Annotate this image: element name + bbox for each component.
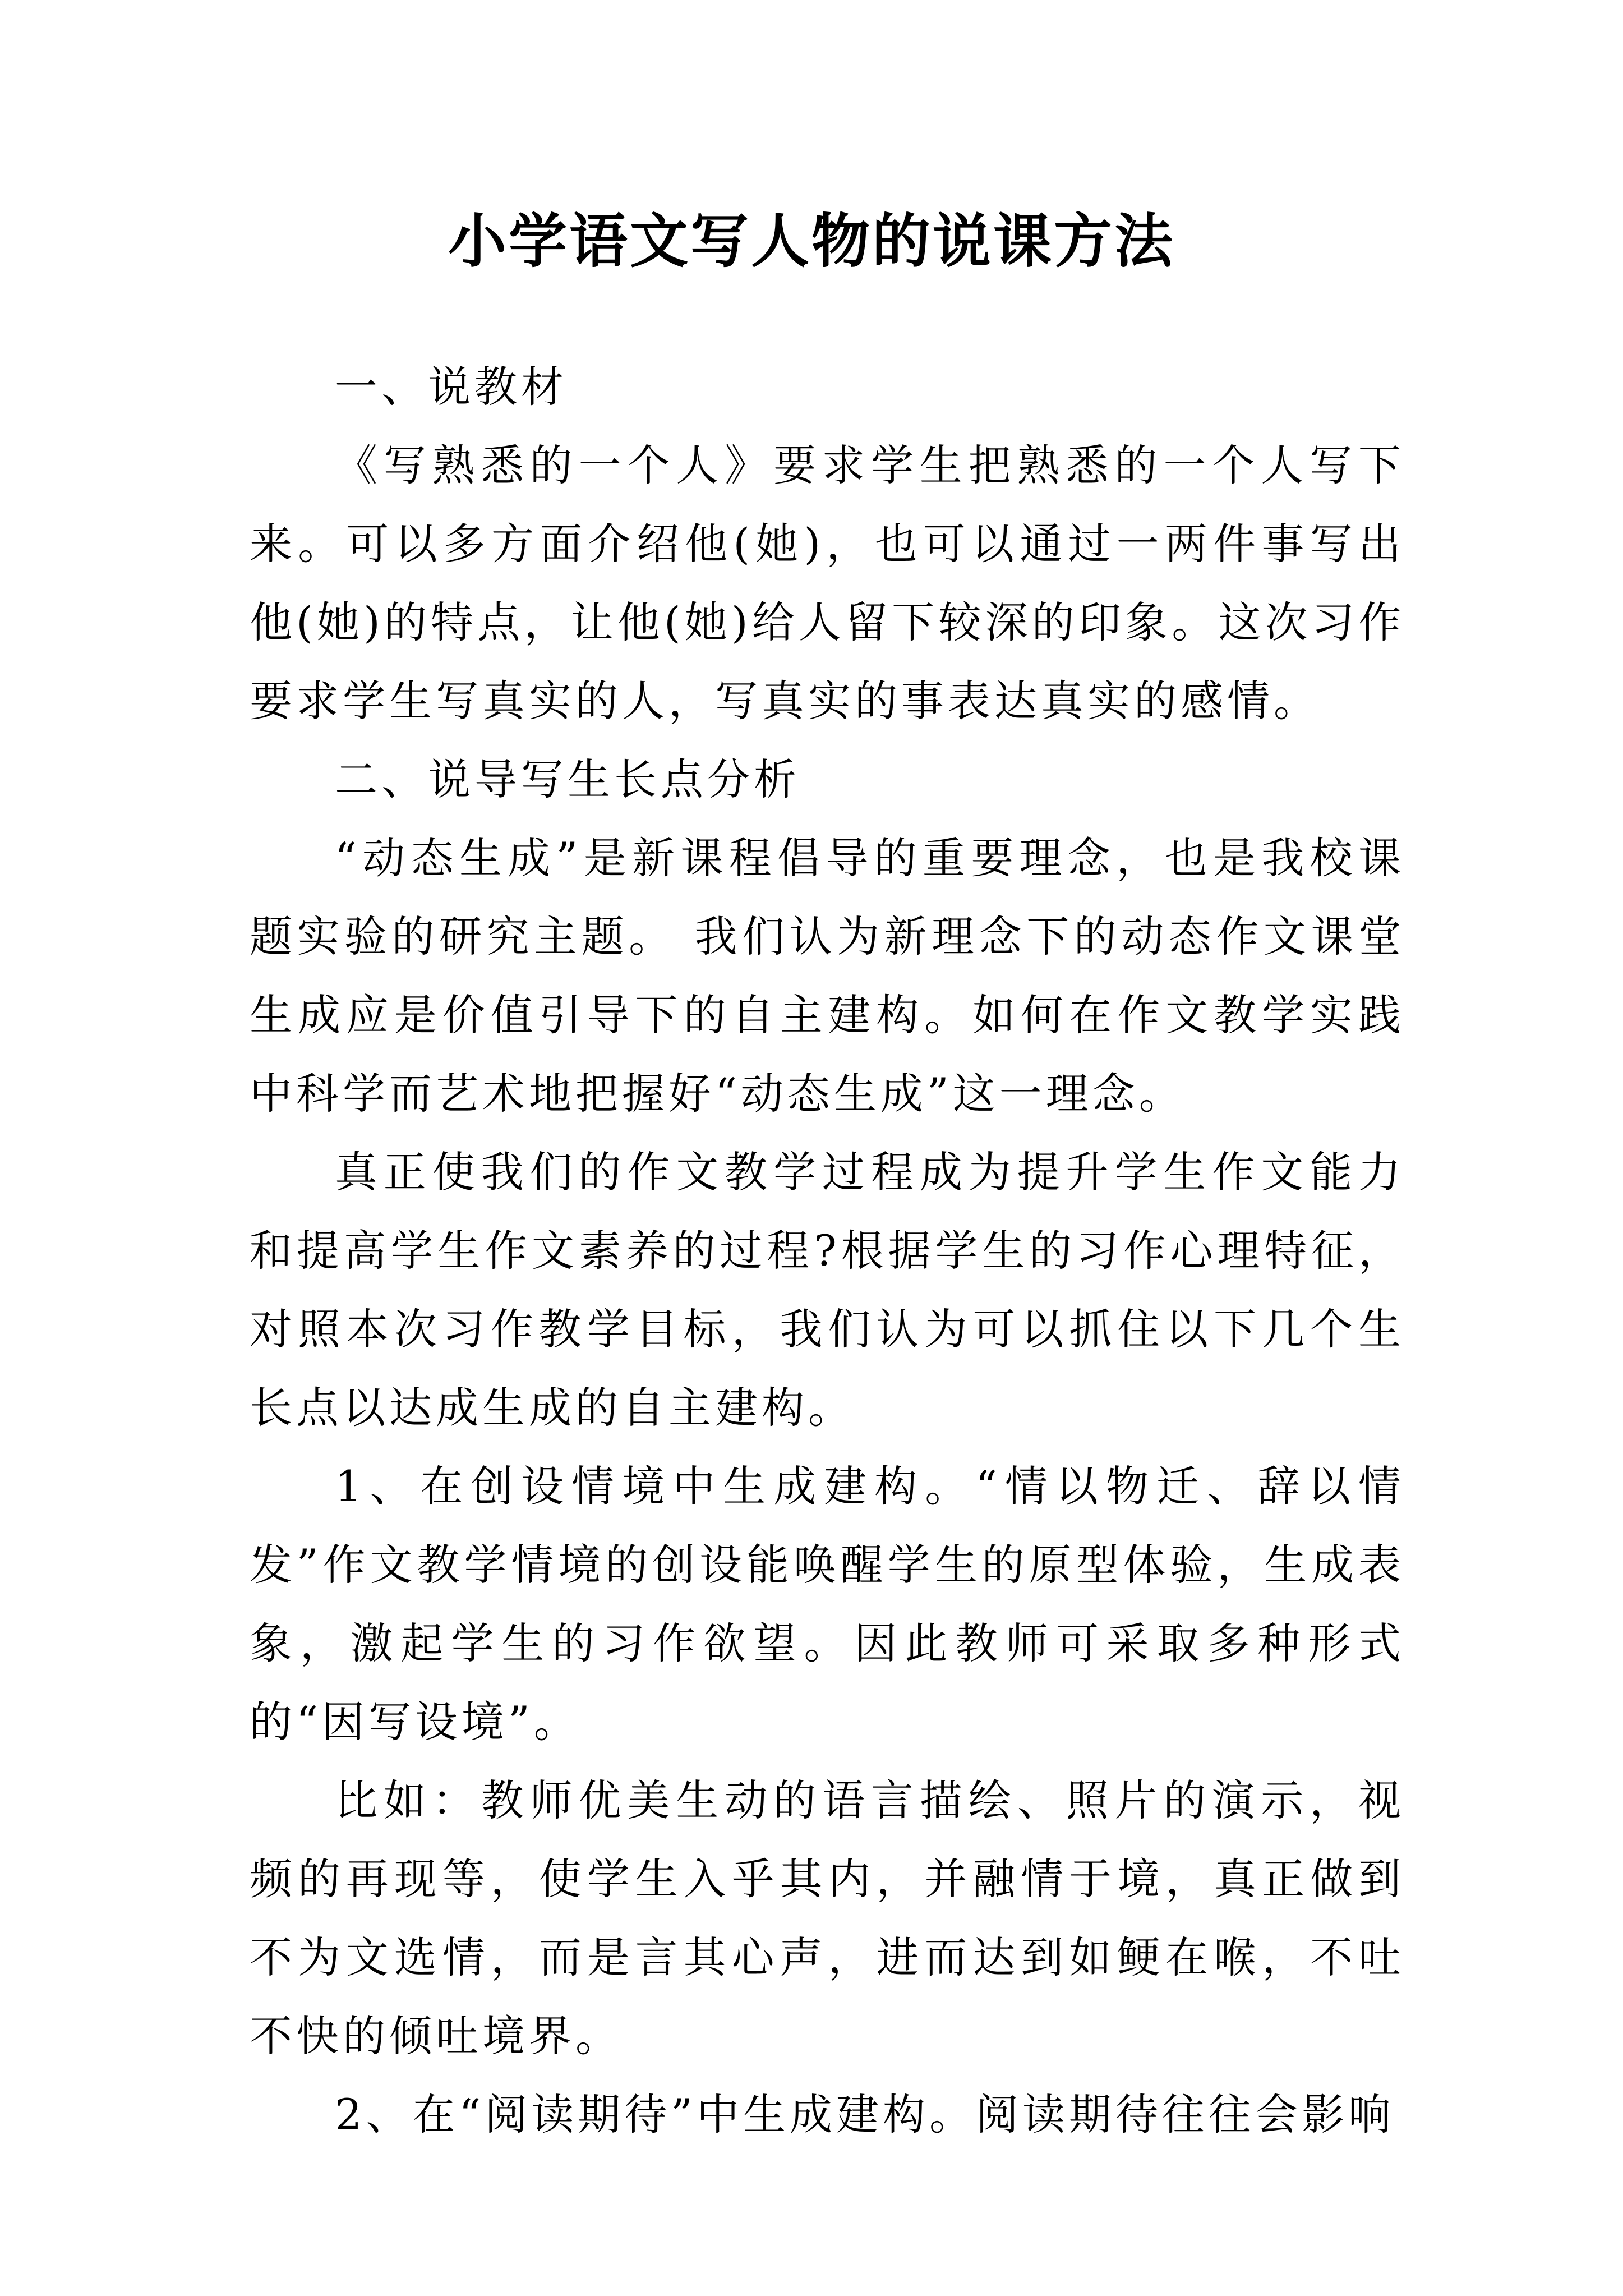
paragraph-textbook-description: 《写熟悉的一个人》要求学生把熟悉的一个人写下来。可以多方面介绍他(她)，也可以通过一两件事写出他(她)的特点，让他(她)给人留下较深的印象。这次习作要求学生写真实的人，写真实的事表达真实的感情。 [250, 440, 1405, 726]
document-body [250, 348, 1405, 2154]
paragraph-example: 比如：教师优美生动的语言描绘、照片的演示，视频的再现等，使学生入乎其内，并融情于境，真正做到不为文选情，而是言其心声，进而达到如鲠在喉，不吐不快的倾吐境界。 [250, 1775, 1405, 2061]
section-heading-growth-points: 二、说导写生长点分析 [335, 754, 800, 804]
paragraph-point-1-situation: 1、在创设情境中生成建构。“情以物迁、辞以情发”作文教学情境的创设能唤醒学生的原型体验，生成表象，激起学生的习作欲望。因此教师可采取多种形式的“因写设境”。 [250, 1461, 1405, 1747]
paragraph-point-2-reading-expectation: 2、在“阅读期待”中生成建构。阅读期待往往会影响 [335, 2090, 1395, 2139]
document-title: 小学语文写人物的说课方法 [448, 206, 1175, 275]
paragraph-dynamic-generation: “动态生成”是新课程倡导的重要理念，也是我校课题实验的研究主题。 我们认为新理念下的动态作文课堂生成应是价值引导下的自主建构。如何在作文教学实践中科学而艺术地把握好“动态生成”这一理念。 [250, 833, 1405, 1119]
section-heading-textbook: 一、说教材 [335, 362, 568, 412]
paragraph-writing-process: 真正使我们的作文教学过程成为提升学生作文能力和提高学生作文素养的过程?根据学生的习作心理特征，对照本次习作教学目标，我们认为可以抓住以下几个生长点以达成生成的自主建构。 [250, 1147, 1405, 1433]
